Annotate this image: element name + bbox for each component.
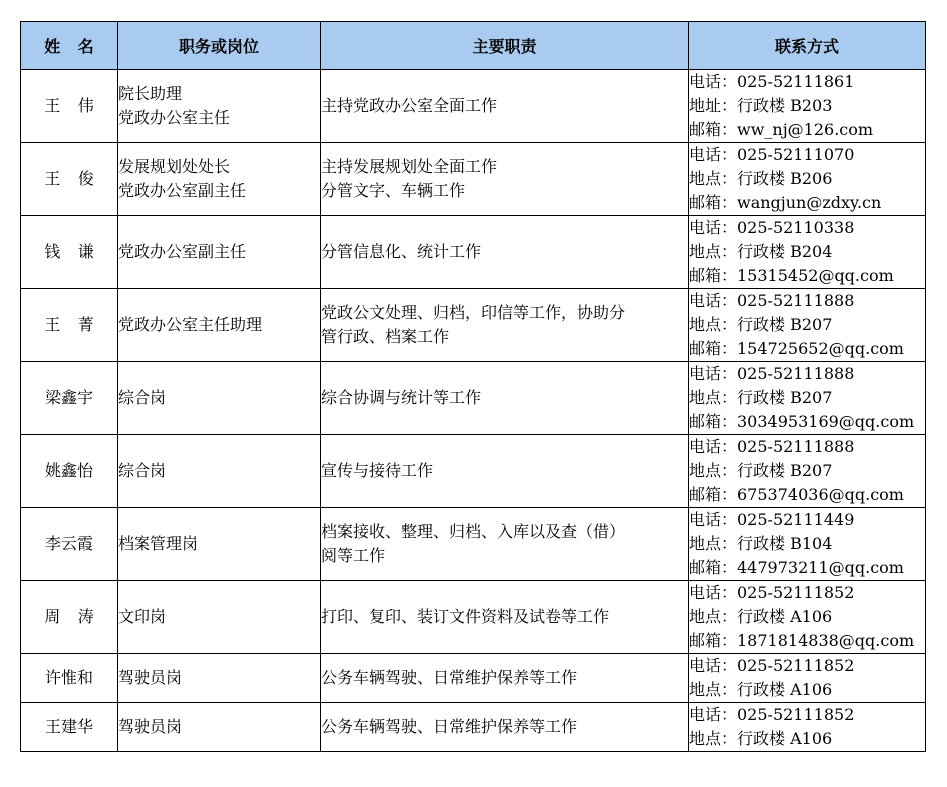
cell-duties [321,435,689,508]
contact-line: 电话：025-52111852 [689,705,855,724]
cell-duties [321,581,689,654]
duty-line: 档案接收、整理、归档、入库以及查（借） [321,522,626,541]
cell-contact [689,581,926,654]
cell-position [118,70,321,143]
contact-line: 电话：025-52111861 [689,72,855,91]
contact-line: 电话：025-52111852 [689,656,855,675]
staff-name: 姚鑫怡 [21,435,118,508]
duty-line: 党政公文处理、归档，印信等工作，协助分 [321,303,626,322]
cell-position [118,508,321,581]
contact-line: 邮箱：3034953169@qq.com [689,412,915,431]
cell-duties [321,216,689,289]
table-row [21,508,926,581]
cell-position [118,435,321,508]
cell-position [118,654,321,703]
cell-position [118,581,321,654]
contact-line: 地点：行政楼 A106 [689,729,833,748]
cell-duties [321,70,689,143]
contact-line: 地点：行政楼 B207 [689,315,833,334]
cell-position [118,703,321,752]
cell-duties [321,654,689,703]
duty-line: 综合协调与统计等工作 [321,388,482,407]
table-row [21,289,926,362]
contact-line: 地点：行政楼 A106 [689,680,833,699]
duty-line: 宣传与接待工作 [321,461,434,480]
contact-line: 邮箱：wangjun@zdxy.cn [689,193,882,212]
table-row [21,70,926,143]
cell-duties [321,143,689,216]
staff-name: 周 涛 [21,581,118,654]
table-row [21,362,926,435]
contact-line: 地点：行政楼 B207 [689,461,833,480]
table-body [21,70,926,752]
cell-contact [689,289,926,362]
table-header-row [21,22,926,70]
cell-duties [321,289,689,362]
staff-name: 李云霞 [21,508,118,581]
duty-line: 分管文字、车辆工作 [321,181,466,200]
contact-line: 电话：025-52111888 [689,364,855,383]
cell-contact [689,362,926,435]
cell-position [118,289,321,362]
staff-name: 王建华 [21,703,118,752]
duty-line: 公务车辆驾驶、日常维护保养等工作 [321,717,578,736]
contact-line: 电话：025-52111449 [689,510,855,529]
cell-contact [689,654,926,703]
contact-line: 地点：行政楼 B206 [689,169,833,188]
duty-line: 打印、复印、装订文件资料及试卷等工作 [321,607,610,626]
cell-position [118,143,321,216]
position-line: 档案管理岗 [118,534,199,553]
table-row [21,654,926,703]
staff-contact-table [20,21,926,752]
position-line: 党政办公室主任 [118,108,231,127]
duty-line: 阅等工作 [321,546,386,565]
contact-line: 邮箱：675374036@qq.com [689,485,904,504]
table-row [21,703,926,752]
position-line: 院长助理 [118,84,183,103]
contact-line: 邮箱：154725652@qq.com [689,339,904,358]
table-row [21,143,926,216]
contact-line: 邮箱：15315452@qq.com [689,266,894,285]
cell-duties [321,703,689,752]
contact-line: 地址：行政楼 B203 [689,96,833,115]
position-line: 文印岗 [118,607,167,626]
contact-line: 地点：行政楼 A106 [689,607,833,626]
position-line: 驾驶员岗 [118,717,183,736]
header-duties: 主要职责 [321,22,689,70]
header-contact: 联系方式 [689,22,926,70]
cell-contact [689,216,926,289]
duty-line: 公务车辆驾驶、日常维护保养等工作 [321,668,578,687]
position-line: 党政办公室主任助理 [118,315,263,334]
staff-name: 王 俊 [21,143,118,216]
cell-contact [689,70,926,143]
staff-name: 许惟和 [21,654,118,703]
staff-name: 王 菁 [21,289,118,362]
duty-line: 管行政、档案工作 [321,327,450,346]
contact-line: 电话：025-52111070 [689,145,855,164]
position-line: 党政办公室副主任 [118,181,247,200]
contact-line: 地点：行政楼 B207 [689,388,833,407]
header-name: 姓 名 [21,22,118,70]
duty-line: 主持党政办公室全面工作 [321,96,498,115]
contact-line: 电话：025-52111888 [689,437,855,456]
staff-name: 梁鑫宇 [21,362,118,435]
contact-line: 邮箱：1871814838@qq.com [689,631,915,650]
contact-line: 电话：025-52110338 [689,218,855,237]
header-position: 职务或岗位 [118,22,321,70]
position-line: 发展规划处处长 [118,157,231,176]
table-row [21,216,926,289]
position-line: 党政办公室副主任 [118,242,247,261]
duty-line: 主持发展规划处全面工作 [321,157,498,176]
staff-name: 王 伟 [21,70,118,143]
position-line: 驾驶员岗 [118,668,183,687]
contact-line: 地点：行政楼 B104 [689,534,833,553]
staff-name: 钱 谦 [21,216,118,289]
contact-line: 邮箱：ww_nj@126.com [689,120,874,139]
contact-line: 电话：025-52111852 [689,583,855,602]
table-row [21,435,926,508]
contact-line: 电话：025-52111888 [689,291,855,310]
cell-duties [321,508,689,581]
cell-position [118,362,321,435]
cell-contact [689,143,926,216]
cell-contact [689,435,926,508]
position-line: 综合岗 [118,388,167,407]
duty-line: 分管信息化、统计工作 [321,242,482,261]
cell-duties [321,362,689,435]
position-line: 综合岗 [118,461,167,480]
cell-contact [689,508,926,581]
cell-position [118,216,321,289]
contact-line: 地点：行政楼 B204 [689,242,833,261]
cell-contact [689,703,926,752]
table-row [21,581,926,654]
contact-line: 邮箱：447973211@qq.com [689,558,904,577]
